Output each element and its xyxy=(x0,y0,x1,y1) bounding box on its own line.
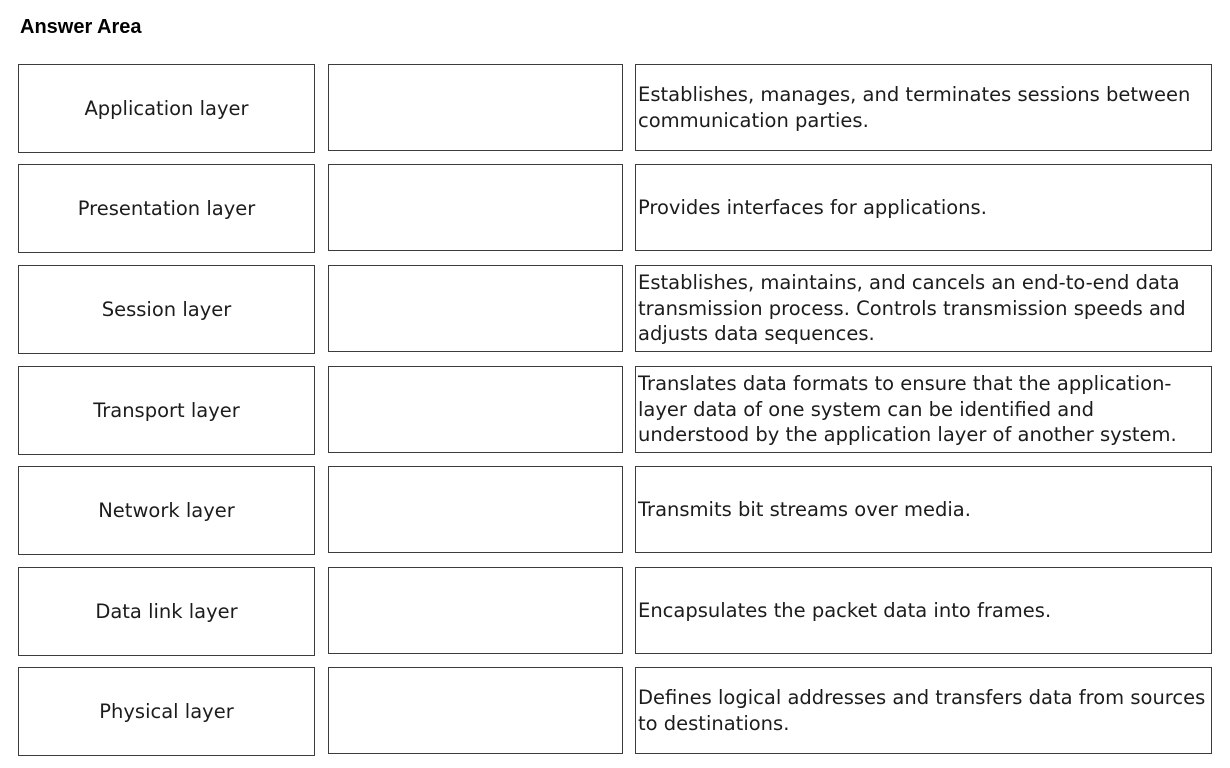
description-text: Translates data formats to ensure that the application-layer data of one system can be identified and understood by the application layer of another system. xyxy=(638,372,1177,447)
answer-drop-target[interactable] xyxy=(328,466,623,553)
description-text: Establishes, maintains, and cancels an end-to-end data transmission process. Controls transmission speeds and adjusts data sequences. xyxy=(638,271,1186,346)
matching-row xyxy=(0,567,1230,657)
answer-area-title: Answer Area xyxy=(20,16,142,38)
description-item[interactable] xyxy=(635,164,1212,251)
answer-drop-target[interactable] xyxy=(328,164,623,251)
matching-row xyxy=(0,466,1230,556)
matching-row xyxy=(0,366,1230,456)
description-item[interactable] xyxy=(635,667,1212,754)
layer-item-presentation[interactable]: Presentation layer xyxy=(18,164,315,253)
description-item[interactable] xyxy=(635,265,1212,352)
description-item[interactable] xyxy=(635,567,1212,654)
matching-row xyxy=(0,64,1230,154)
description-text: Defines logical addresses and transfers data from sources to destinations. xyxy=(638,686,1206,735)
matching-row xyxy=(0,667,1230,757)
layer-item-data-link[interactable]: Data link layer xyxy=(18,567,315,656)
description-item[interactable] xyxy=(635,64,1212,151)
description-text: Transmits bit streams over media. xyxy=(638,497,971,521)
matching-row xyxy=(0,265,1230,355)
layer-item-session[interactable]: Session layer xyxy=(18,265,315,354)
layer-item-physical[interactable]: Physical layer xyxy=(18,667,315,756)
description-text: Establishes, manages, and terminates sessions between communication parties. xyxy=(638,83,1191,132)
description-text: Encapsulates the packet data into frames. xyxy=(638,598,1052,622)
description-item[interactable] xyxy=(635,466,1212,553)
answer-drop-target[interactable] xyxy=(328,64,623,151)
answer-drop-target[interactable] xyxy=(328,265,623,352)
answer-drop-target[interactable] xyxy=(328,667,623,754)
description-item[interactable] xyxy=(635,366,1212,453)
layer-item-network[interactable]: Network layer xyxy=(18,466,315,555)
answer-drop-target[interactable] xyxy=(328,366,623,453)
layer-item-transport[interactable]: Transport layer xyxy=(18,366,315,455)
layer-item-application[interactable]: Application layer xyxy=(18,64,315,153)
matching-row xyxy=(0,164,1230,254)
description-text: Provides interfaces for applications. xyxy=(638,195,987,219)
answer-drop-target[interactable] xyxy=(328,567,623,654)
